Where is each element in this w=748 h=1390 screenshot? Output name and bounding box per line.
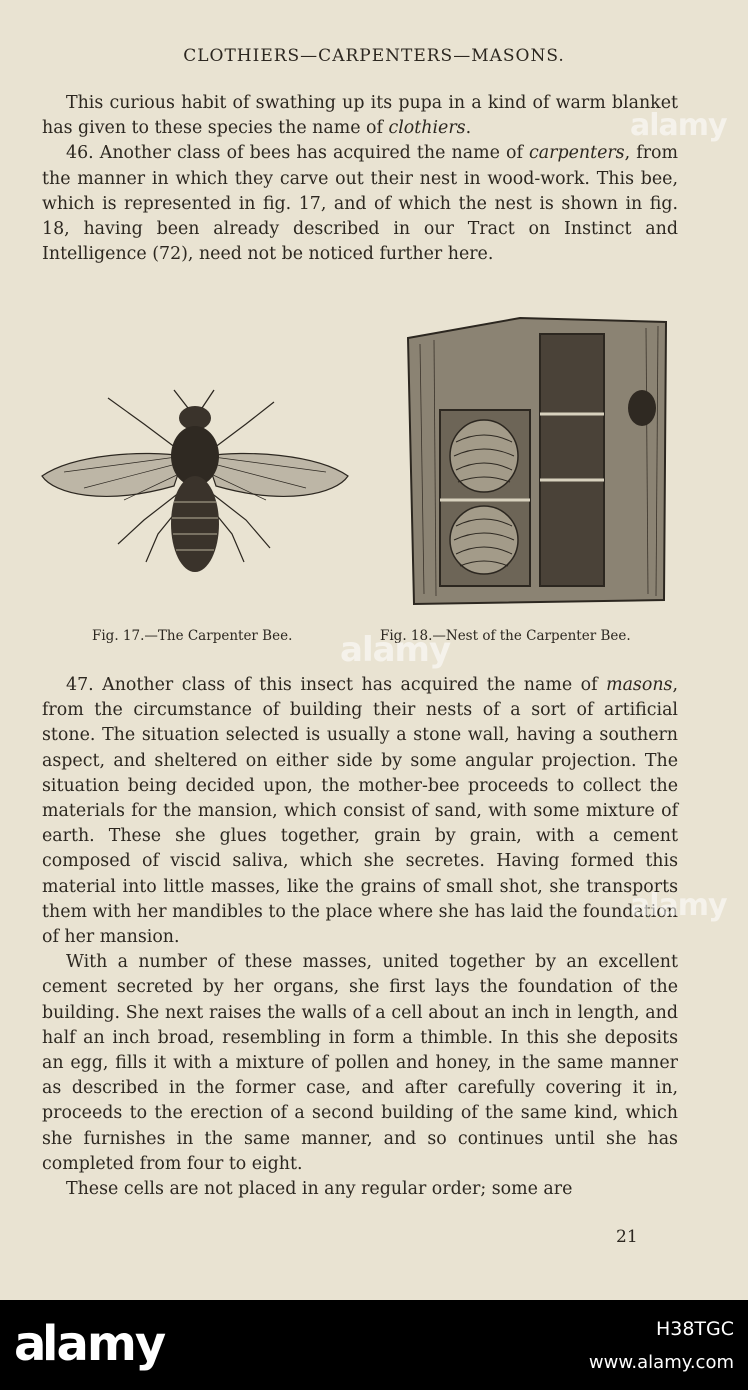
carpenter-bee-nest-illustration xyxy=(400,314,672,610)
watermark-overlay: alamy xyxy=(630,888,727,923)
watermark-overlay: alamy xyxy=(340,630,451,670)
carpenter-bee-illustration xyxy=(34,384,354,584)
site-url: www.alamy.com xyxy=(588,1352,734,1373)
running-title: CLOTHIERS—CARPENTERS—MASONS. xyxy=(183,46,565,66)
figure-17-caption: Fig. 17.—The Carpenter Bee. xyxy=(92,628,293,644)
term-clothiers: clothiers xyxy=(388,118,466,139)
alamy-logo xyxy=(14,1314,194,1376)
paragraph-building: With a number of these masses, united together by an excellent cement secreted by her organs, she first lays the foundation of the building. She next raises the walls of a cell about an inch in length, and half an inch broad, resembling in form a thimble. In this she deposits an egg, fills it with a mixture of pollen and honey, in the same manner as described in the former case, and after carefully covering it in, proceeds to the erection of a second building of the same kind, which she furnishes in the same manner, and so continues until she has completed from four to eight. xyxy=(42,952,678,1174)
paragraph-clothiers: This curious habit of swathing up its pupa in a kind of warm blanket has given to these species the name of clothiers. xyxy=(42,93,678,139)
figure-18-caption: Fig. 18.—Nest of the Carpenter Bee. xyxy=(380,628,631,644)
paragraph-cells: These cells are not placed in any regular order; some are xyxy=(66,1179,573,1200)
image-id: H38TGC xyxy=(655,1318,734,1340)
term-masons: masons xyxy=(606,675,673,695)
term-carpenters: carpenters xyxy=(529,143,625,164)
watermark-bar xyxy=(0,1300,748,1390)
text-block-top xyxy=(42,91,678,267)
watermark-overlay: alamy xyxy=(630,108,727,143)
svg-text:lamy: lamy xyxy=(42,1316,165,1372)
svg-text:a: a xyxy=(14,1316,45,1372)
paragraph-47: 47. Another class of this insect has acquired the name of masons, from the circumstance of building their nests of a sort of artificial stone. The situation selected is usually a stone wall, having a southern aspect, and sheltered on either side by some angular projection. The situation being decided upon, the mother-bee proceeds to collect the materials for the mansion, which consist of sand, with some mixture of earth. These she glues together, grain by grain, with a cement composed of viscid saliva, which she secretes. Having formed this material into little masses, like the grains of small shot, she transports them with her mandibles to the place where she has laid the foundation of her mansion. xyxy=(42,675,678,948)
paragraph-46: 46. Another class of bees has acquired the name of carpenters, from the manner in which they carve out their nest in wood-work. This bee, which is represented in fig. 17, and of which the nest is shown in fig. 18, having been already described in our Tract on Instinct and Intelligence (72), need not be noticed further here. xyxy=(42,143,678,265)
text-block-bottom xyxy=(42,673,678,1202)
page-number: 21 xyxy=(616,1227,638,1247)
